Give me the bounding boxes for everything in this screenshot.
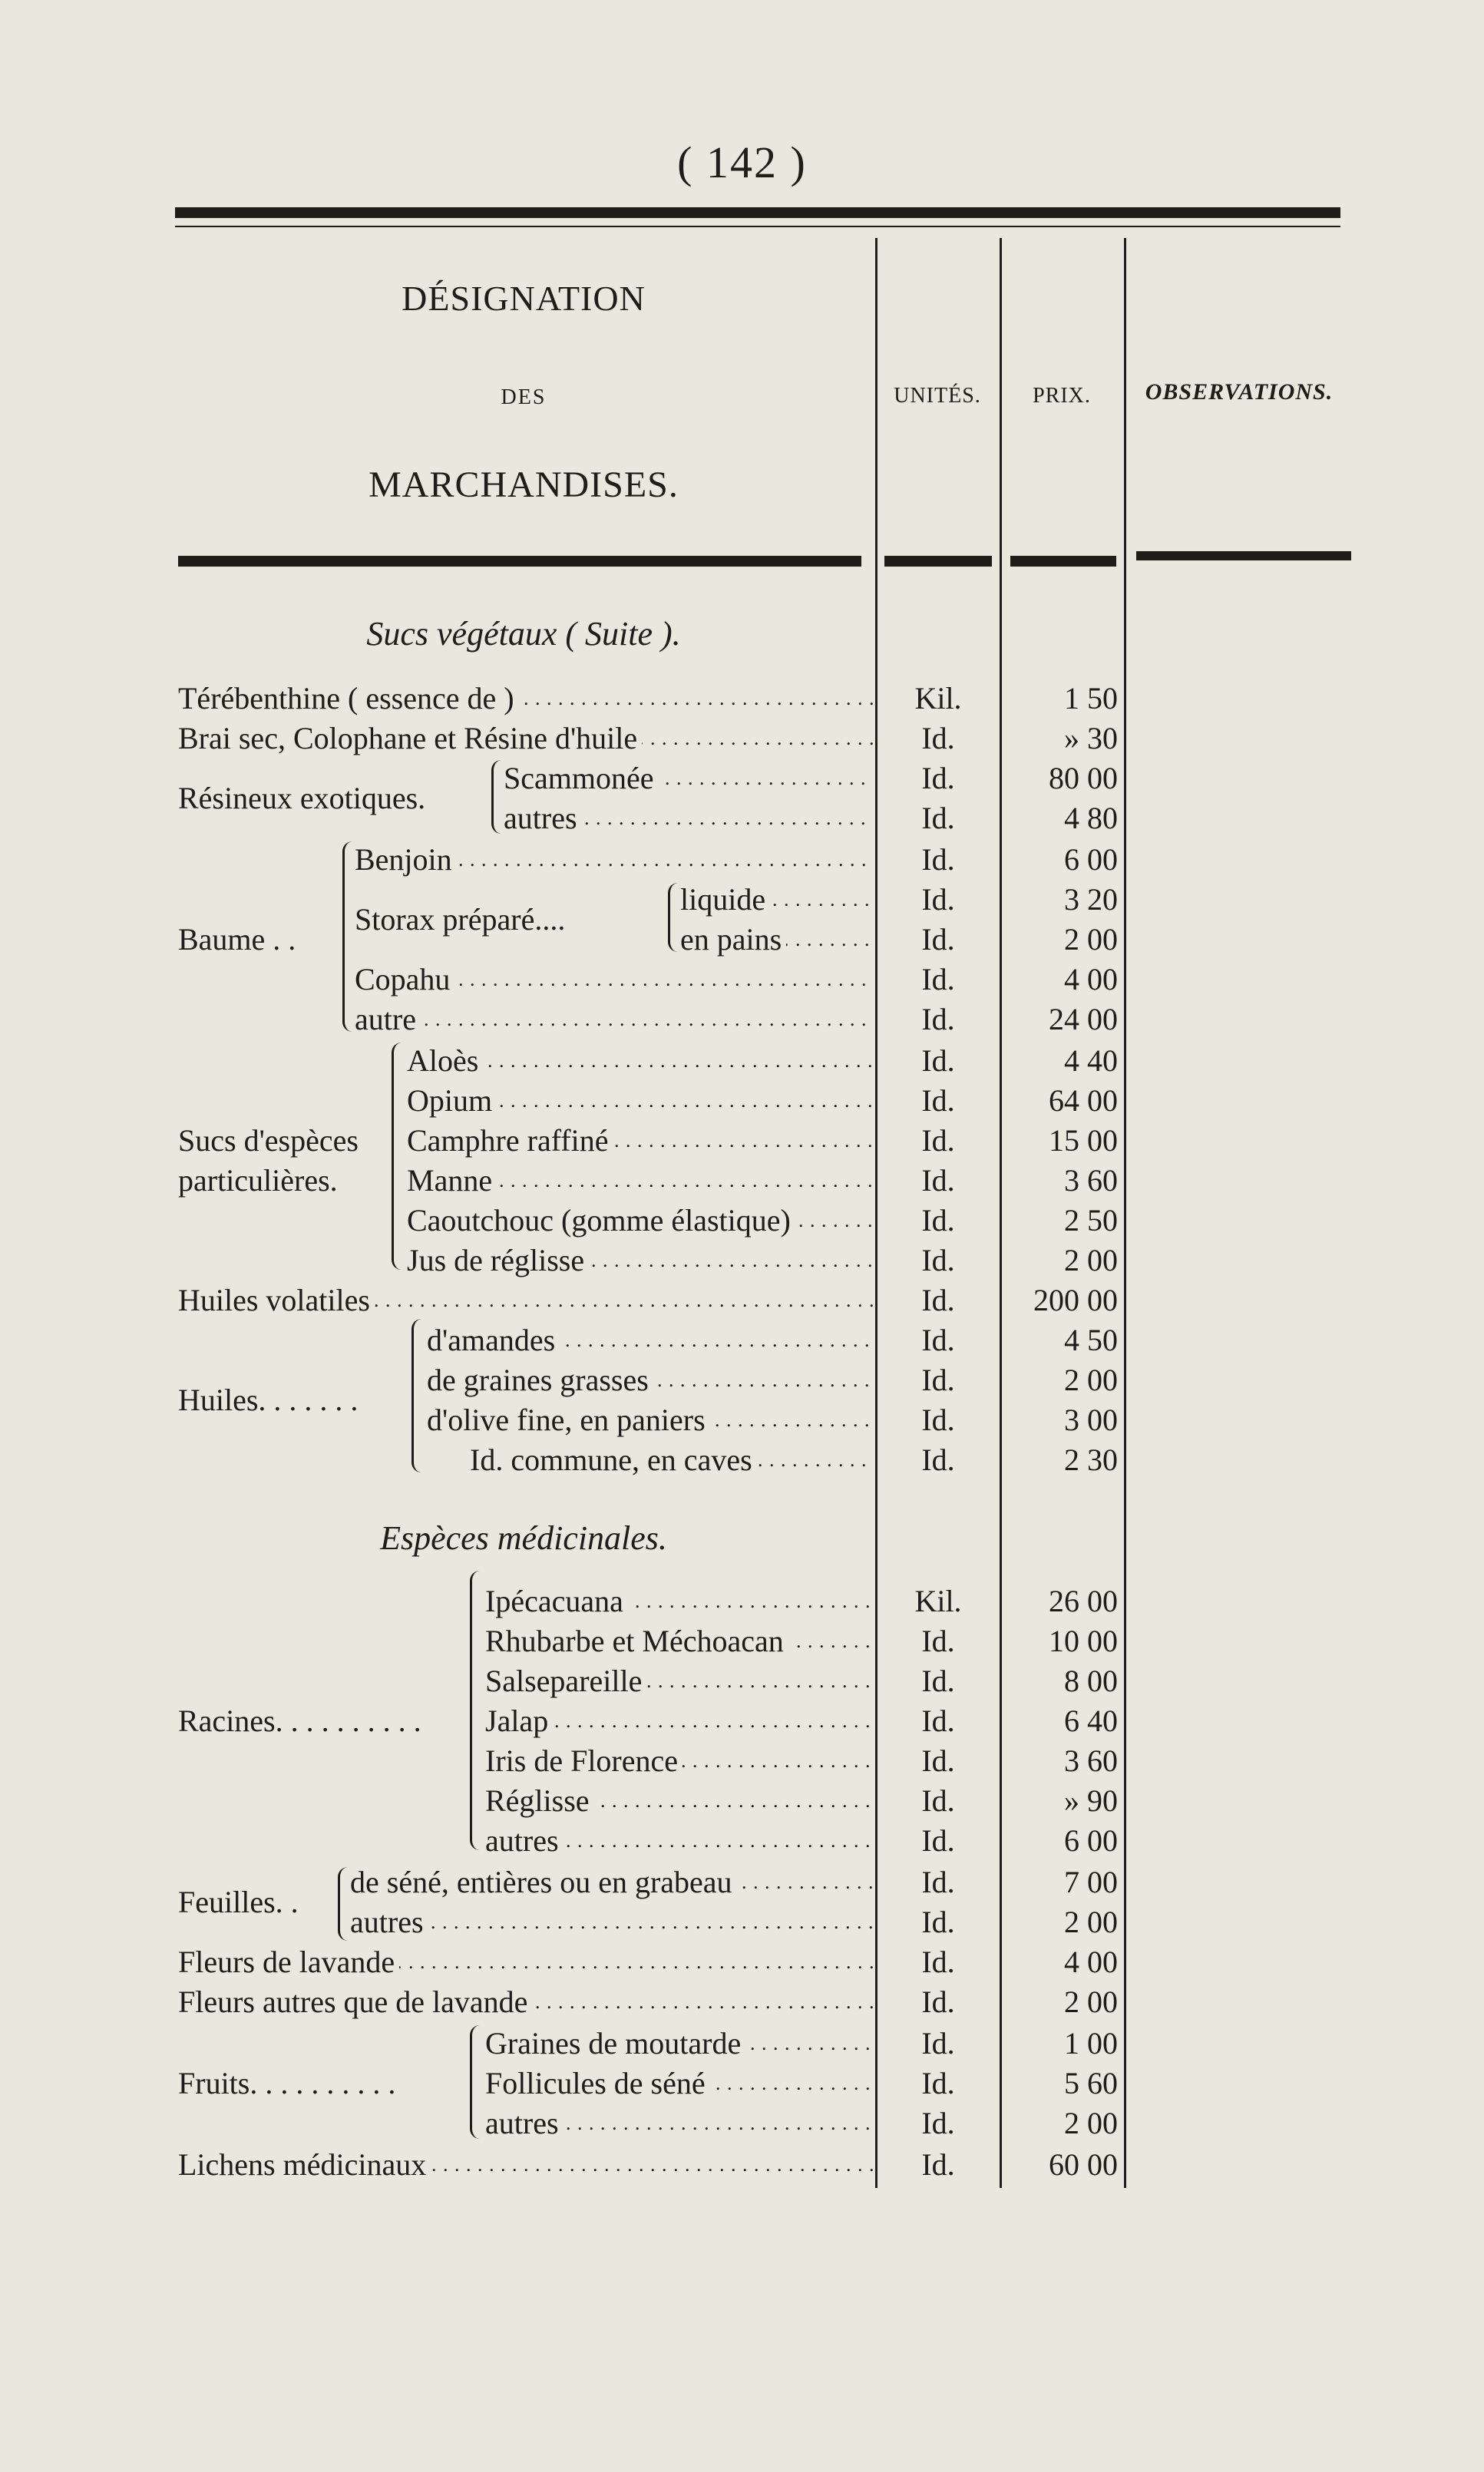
item-unit: Id. bbox=[921, 1823, 955, 1858]
top-thin-rule bbox=[175, 226, 1340, 227]
item-name: autres . . . bbox=[485, 2104, 873, 2143]
item-price: 3 00 bbox=[1064, 1403, 1118, 1437]
item-price: 5 60 bbox=[1064, 2066, 1118, 2100]
item-name: Ipécacuana . . . bbox=[485, 1581, 873, 1621]
table-row bbox=[0, 1661, 1484, 1701]
item-unit: Id. bbox=[921, 1664, 955, 1698]
table-row bbox=[0, 2145, 1484, 2185]
header-unites: UNITÉS. bbox=[894, 384, 981, 408]
item-price: 4 40 bbox=[1064, 1043, 1118, 1078]
item-name: Aloès . . . bbox=[407, 1041, 873, 1081]
item-unit: Id. bbox=[921, 1363, 955, 1397]
item-price: 4 80 bbox=[1064, 801, 1118, 835]
group-label: Fruits. . . . . . . . . . bbox=[178, 2066, 396, 2100]
table-row bbox=[0, 1241, 1484, 1281]
header-rule-units bbox=[884, 556, 992, 567]
group-label: Storax préparé.... bbox=[355, 902, 566, 937]
table-row bbox=[0, 1781, 1484, 1821]
group-label: Baume . . bbox=[178, 922, 296, 957]
item-price: 24 00 bbox=[1049, 1002, 1118, 1036]
header-observations: OBSERVATIONS. bbox=[1145, 379, 1334, 405]
item-name: Jus de réglisse . . . bbox=[407, 1241, 873, 1281]
item-price: 3 60 bbox=[1064, 1743, 1118, 1778]
item-price: 15 00 bbox=[1049, 1123, 1118, 1158]
item-name: Graines de moutarde . . . bbox=[485, 2024, 873, 2064]
item-price: 2 50 bbox=[1064, 1203, 1118, 1238]
item-price: 8 00 bbox=[1064, 1664, 1118, 1698]
item-unit: Id. bbox=[921, 1083, 955, 1118]
table-row bbox=[0, 1081, 1484, 1121]
item-name: Copahu . . . bbox=[355, 960, 873, 1000]
header-prix: PRIX. bbox=[1033, 384, 1091, 408]
item-unit: Id. bbox=[921, 1403, 955, 1437]
table-row bbox=[0, 798, 1484, 838]
item-name: Follicules de séné . . . bbox=[485, 2064, 873, 2104]
header-rule-observations bbox=[1136, 551, 1351, 560]
item-unit: Kil. bbox=[914, 681, 962, 715]
table-row bbox=[0, 840, 1484, 880]
item-unit: Id. bbox=[921, 882, 955, 917]
item-price: 7 00 bbox=[1064, 1865, 1118, 1899]
item-unit: Id. bbox=[921, 842, 955, 877]
item-name: d'amandes . . . bbox=[427, 1320, 873, 1360]
item-name: Huiles volatiles . . . bbox=[178, 1281, 873, 1320]
item-unit: Id. bbox=[921, 1243, 955, 1277]
item-unit: Id. bbox=[921, 1443, 955, 1477]
item-price: 2 30 bbox=[1064, 1443, 1118, 1477]
item-price: 64 00 bbox=[1049, 1083, 1118, 1118]
header-rule-designation bbox=[178, 556, 861, 567]
table-row bbox=[0, 1741, 1484, 1781]
table-row bbox=[0, 1400, 1484, 1440]
group-label: Huiles. . . . . . . bbox=[178, 1383, 359, 1417]
item-name: de séné, entières ou en grabeau . . . bbox=[350, 1862, 873, 1902]
item-name: Iris de Florence . . . bbox=[485, 1741, 873, 1781]
item-price: 2 00 bbox=[1064, 1243, 1118, 1277]
table-row bbox=[0, 960, 1484, 1000]
item-unit: Id. bbox=[921, 1123, 955, 1158]
item-price: » 90 bbox=[1064, 1783, 1118, 1818]
item-price: 4 00 bbox=[1064, 1945, 1118, 1979]
item-name: autre . . . bbox=[355, 1000, 873, 1039]
header-designation: DÉSIGNATION bbox=[402, 279, 646, 318]
section-title-especes: Espèces médicinales. bbox=[380, 1519, 667, 1557]
item-unit: Id. bbox=[921, 1203, 955, 1238]
item-unit: Id. bbox=[921, 1945, 955, 1979]
item-name: Fleurs autres que de lavande . . . bbox=[178, 1982, 873, 2022]
item-unit: Id. bbox=[921, 1323, 955, 1357]
table-row bbox=[0, 1041, 1484, 1081]
header-marchandises: MARCHANDISES. bbox=[369, 464, 679, 505]
item-price: 2 00 bbox=[1064, 922, 1118, 957]
table-row bbox=[0, 679, 1484, 719]
item-name: de graines grasses . . . bbox=[427, 1360, 873, 1400]
section-title-sucs: Sucs végétaux ( Suite ). bbox=[366, 615, 681, 653]
item-name: Id. commune, en caves . . . bbox=[470, 1440, 873, 1480]
table-row bbox=[0, 1821, 1484, 1861]
table-row bbox=[0, 1121, 1484, 1161]
item-price: 6 00 bbox=[1064, 1823, 1118, 1858]
table-row bbox=[0, 1701, 1484, 1741]
item-name: Caoutchouc (gomme élastique) . . . bbox=[407, 1201, 873, 1241]
item-unit: Id. bbox=[921, 721, 955, 755]
item-unit: Id. bbox=[921, 1985, 955, 2019]
item-price: 3 20 bbox=[1064, 882, 1118, 917]
table-row bbox=[0, 880, 1484, 937]
item-name: Salsepareille . . . bbox=[485, 1661, 873, 1701]
item-price: 4 50 bbox=[1064, 1323, 1118, 1357]
group-label: Feuilles. . bbox=[178, 1885, 299, 1919]
item-price: 6 00 bbox=[1064, 842, 1118, 877]
item-price: 10 00 bbox=[1049, 1624, 1118, 1658]
item-unit: Id. bbox=[921, 1283, 955, 1317]
item-unit: Id. bbox=[921, 962, 955, 996]
table-row bbox=[0, 758, 1484, 815]
item-name: en pains . . . bbox=[680, 920, 873, 960]
top-rule bbox=[175, 207, 1340, 218]
table-row bbox=[0, 1360, 1484, 1417]
table-row bbox=[0, 1000, 1484, 1039]
item-name: d'olive fine, en paniers . . . bbox=[427, 1400, 873, 1440]
group-label: Sucs d'espèces bbox=[178, 1123, 359, 1158]
item-unit: Id. bbox=[921, 1704, 955, 1738]
item-price: 60 00 bbox=[1049, 2147, 1118, 2182]
item-price: 1 50 bbox=[1064, 681, 1118, 715]
item-price: 3 60 bbox=[1064, 1163, 1118, 1198]
table-row bbox=[0, 1320, 1484, 1360]
item-price: 2 00 bbox=[1064, 1905, 1118, 1939]
item-name: autres . . . bbox=[350, 1902, 873, 1942]
table-row bbox=[0, 1440, 1484, 1480]
item-name: liquide . . . bbox=[680, 880, 873, 920]
table-row bbox=[0, 1982, 1484, 2022]
item-name: Scammonée . . . bbox=[504, 758, 873, 798]
item-price: 200 00 bbox=[1033, 1283, 1118, 1317]
item-unit: Id. bbox=[921, 2026, 955, 2061]
group-label: particulières. bbox=[178, 1163, 338, 1198]
table-row bbox=[0, 1942, 1484, 1982]
item-unit: Id. bbox=[921, 801, 955, 835]
table-row bbox=[0, 1621, 1484, 1661]
item-unit: Id. bbox=[921, 922, 955, 957]
item-name: Réglisse . . . bbox=[485, 1781, 873, 1821]
table-row bbox=[0, 1902, 1484, 1942]
table-row bbox=[0, 719, 1484, 758]
item-unit: Id. bbox=[921, 1043, 955, 1078]
table-row bbox=[0, 1281, 1484, 1320]
item-name: Rhubarbe et Méchoacan . . . bbox=[485, 1621, 873, 1661]
item-name: Fleurs de lavande . . . bbox=[178, 1942, 873, 1982]
item-name: autres . . . bbox=[485, 1821, 873, 1861]
table-row bbox=[0, 2024, 1484, 2064]
item-name: Benjoin . . . bbox=[355, 840, 873, 880]
table-row bbox=[0, 2104, 1484, 2143]
item-name: Camphre raffiné . . . bbox=[407, 1121, 873, 1161]
table-row bbox=[0, 1201, 1484, 1241]
table-row bbox=[0, 920, 1484, 960]
table-row bbox=[0, 1581, 1484, 1621]
item-price: 2 00 bbox=[1064, 1363, 1118, 1397]
item-price: 2 00 bbox=[1064, 1985, 1118, 2019]
table-row bbox=[0, 1161, 1484, 1201]
header-rule-price bbox=[1010, 556, 1116, 567]
item-unit: Kil. bbox=[914, 1584, 962, 1618]
item-unit: Id. bbox=[921, 1905, 955, 1939]
item-name: Brai sec, Colophane et Résine d'huile . . . bbox=[178, 719, 873, 758]
item-unit: Id. bbox=[921, 1865, 955, 1899]
item-unit: Id. bbox=[921, 1783, 955, 1818]
item-name: Manne . . . bbox=[407, 1161, 873, 1201]
item-unit: Id. bbox=[921, 761, 955, 795]
group-label: Résineux exotiques. bbox=[178, 781, 426, 815]
group-label: Racines. . . . . . . . . . bbox=[178, 1704, 421, 1738]
page-number: ( 142 ) bbox=[677, 137, 807, 187]
header-des: DES bbox=[501, 385, 547, 409]
item-unit: Id. bbox=[921, 2147, 955, 2182]
item-unit: Id. bbox=[921, 1002, 955, 1036]
item-price: 4 00 bbox=[1064, 962, 1118, 996]
item-unit: Id. bbox=[921, 2066, 955, 2100]
item-price: » 30 bbox=[1064, 721, 1118, 755]
item-price: 2 00 bbox=[1064, 2106, 1118, 2140]
item-name: Térébenthine ( essence de ) . . . bbox=[178, 679, 873, 719]
item-price: 1 00 bbox=[1064, 2026, 1118, 2061]
item-unit: Id. bbox=[921, 1624, 955, 1658]
item-name: Jalap . . . bbox=[485, 1701, 873, 1741]
item-unit: Id. bbox=[921, 1163, 955, 1198]
item-price: 6 40 bbox=[1064, 1704, 1118, 1738]
item-unit: Id. bbox=[921, 2106, 955, 2140]
item-name: Lichens médicinaux . . . bbox=[178, 2145, 873, 2185]
item-name: autres . . . bbox=[504, 798, 873, 838]
table-row bbox=[0, 2064, 1484, 2104]
item-price: 26 00 bbox=[1049, 1584, 1118, 1618]
table-row bbox=[0, 1862, 1484, 1919]
item-price: 80 00 bbox=[1049, 761, 1118, 795]
item-unit: Id. bbox=[921, 1743, 955, 1778]
item-name: Opium . . . bbox=[407, 1081, 873, 1121]
